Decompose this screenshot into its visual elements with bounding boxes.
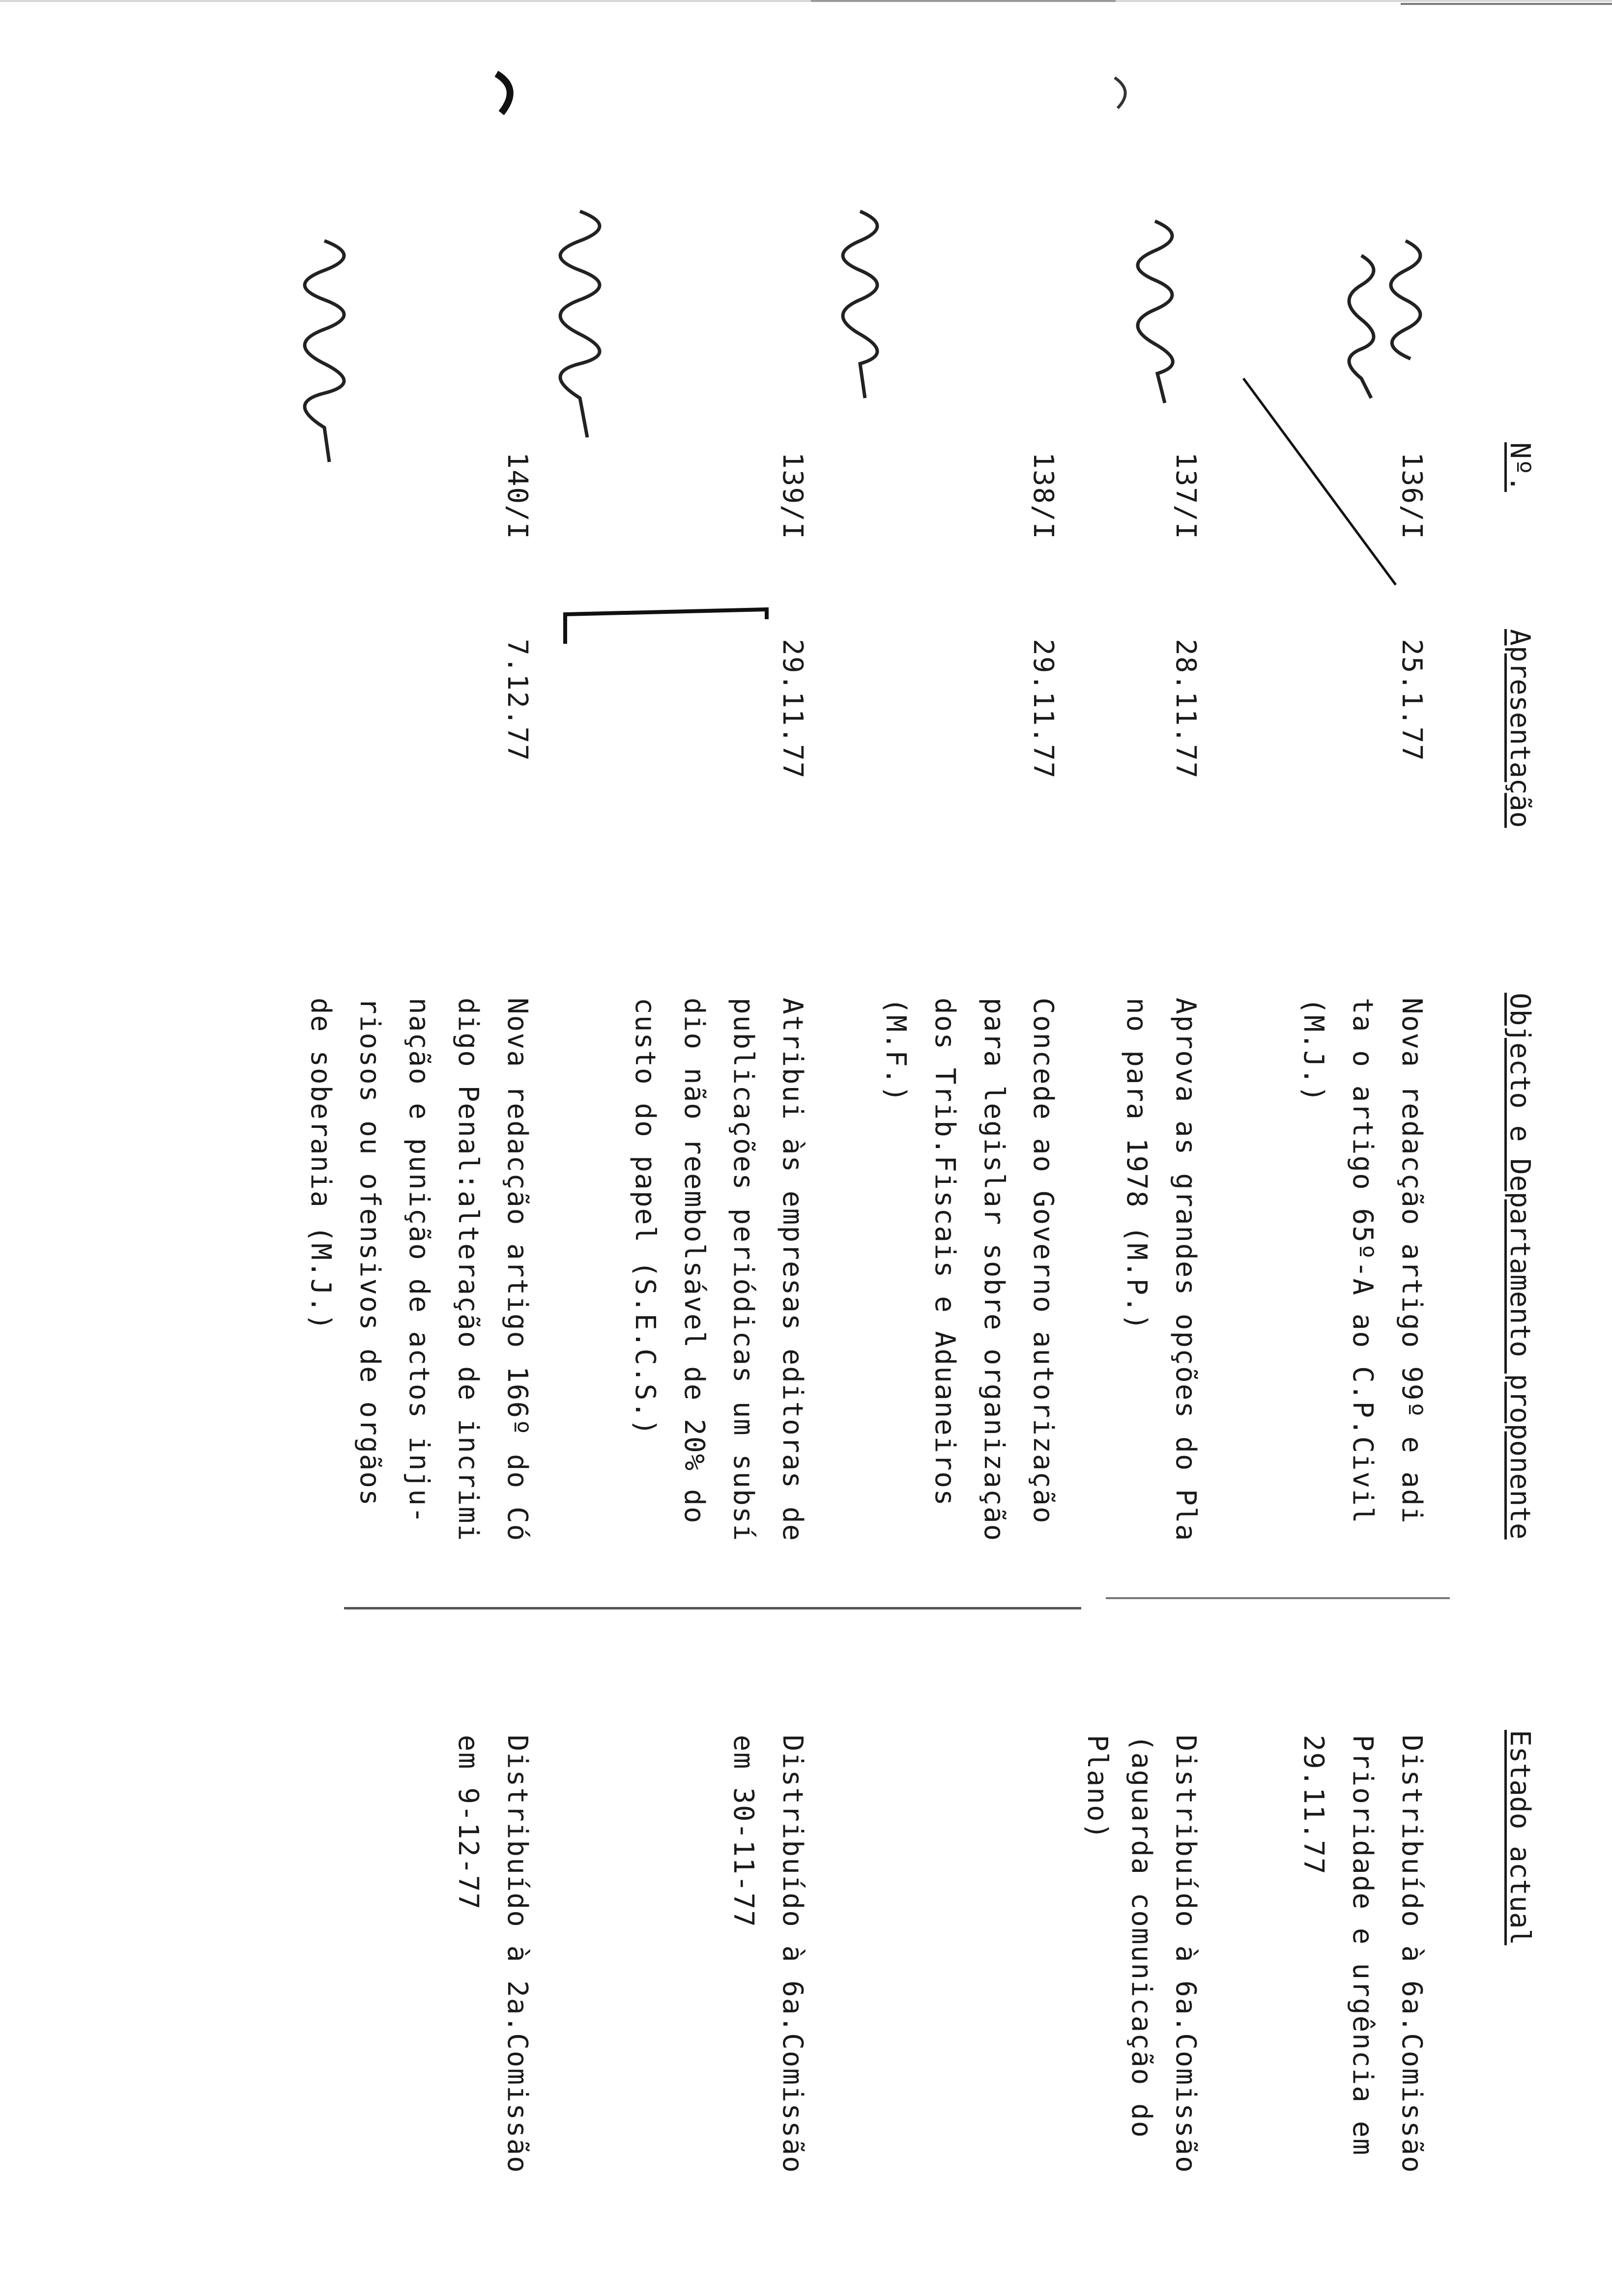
row-object-line: riosos ou ofensivos de orgãos bbox=[354, 998, 386, 1507]
handwritten-signature bbox=[1317, 236, 1465, 442]
row-object-line: custo do papel (S.E.C.S.) bbox=[629, 998, 661, 1436]
row-status-line: Distribuído à 6a.Comissão bbox=[1396, 1735, 1428, 2174]
header-object: Objecto e Departamento proponente bbox=[1504, 993, 1536, 1540]
row-status-line: (aguarda comunicação do bbox=[1125, 1735, 1157, 2139]
row-object-line: Nova redacção artigo 99º e adi bbox=[1396, 998, 1428, 1524]
row-date: 28.11.77 bbox=[1170, 639, 1202, 779]
row-no: 137/I bbox=[1170, 452, 1202, 540]
row-object-line: digo Penal:alteração de incrimi bbox=[452, 998, 484, 1542]
handwritten-signature bbox=[280, 236, 378, 511]
row-object-line: Nova redacção artigo 166º do Có bbox=[501, 998, 533, 1542]
row-object-line: (M.F.) bbox=[880, 998, 912, 1103]
header-date: Apresentação bbox=[1504, 629, 1536, 828]
row-object-line: nação e punição de actos inju- bbox=[403, 998, 435, 1524]
row-object-line: Aprova as grandes opções do Pla bbox=[1170, 998, 1202, 1542]
row-object-line: dos Trib.Fiscais e Aduaneiros bbox=[929, 998, 961, 1507]
handwritten-signature bbox=[536, 206, 634, 491]
row-object-line: publicações periódicas um subsí bbox=[727, 998, 759, 1542]
handwritten-signature bbox=[821, 206, 909, 452]
row-date: 25.1.77 bbox=[1396, 639, 1428, 762]
row-status-line: Prioridade e urgência em bbox=[1347, 1735, 1379, 2156]
row-no: 138/I bbox=[1027, 452, 1059, 540]
row-object-line: de soberania (M.J.) bbox=[305, 998, 337, 1331]
row-date: 29.11.77 bbox=[777, 639, 808, 779]
header-no: Nº. bbox=[1504, 442, 1536, 492]
handwritten-signature bbox=[1121, 216, 1209, 442]
row-status-line: 29.11.77 bbox=[1297, 1735, 1329, 1875]
row-no: 139/I bbox=[777, 452, 808, 540]
row-object-line: dio não reembolsável de 20% do bbox=[678, 998, 710, 1524]
row-object-line: Concede ao Governo autorização bbox=[1027, 998, 1059, 1524]
row-object-line: Atribui às empresas editoras de bbox=[777, 998, 808, 1542]
row-status-line: em 30-11-77 bbox=[727, 1735, 759, 1928]
row-date: 7.12.77 bbox=[501, 639, 533, 762]
row-date: 29.11.77 bbox=[1027, 639, 1059, 779]
header-status: Estado actual bbox=[1504, 1730, 1536, 1946]
row-object-line: ta o artigo 65º-A ao C.P.Civil bbox=[1347, 998, 1379, 1524]
row-status-line: em 9-12-77 bbox=[452, 1735, 484, 1911]
row-status-line: Distribuído à 2a.Comissão bbox=[501, 1735, 533, 2174]
row-status-line: Plano) bbox=[1081, 1735, 1113, 1840]
row-status-line: Distribuído à 6a.Comissão bbox=[1170, 1735, 1202, 2174]
row-object-line: no para 1978 (M.P.) bbox=[1121, 998, 1152, 1331]
row-no: 136/I bbox=[1396, 452, 1428, 540]
row-no: 140/I bbox=[501, 452, 533, 540]
row-object-line: (M.J.) bbox=[1297, 998, 1329, 1103]
row-object-line: para legislar sobre organização bbox=[978, 998, 1010, 1542]
row-status-line: Distribuído à 6a.Comissão bbox=[777, 1735, 808, 2174]
